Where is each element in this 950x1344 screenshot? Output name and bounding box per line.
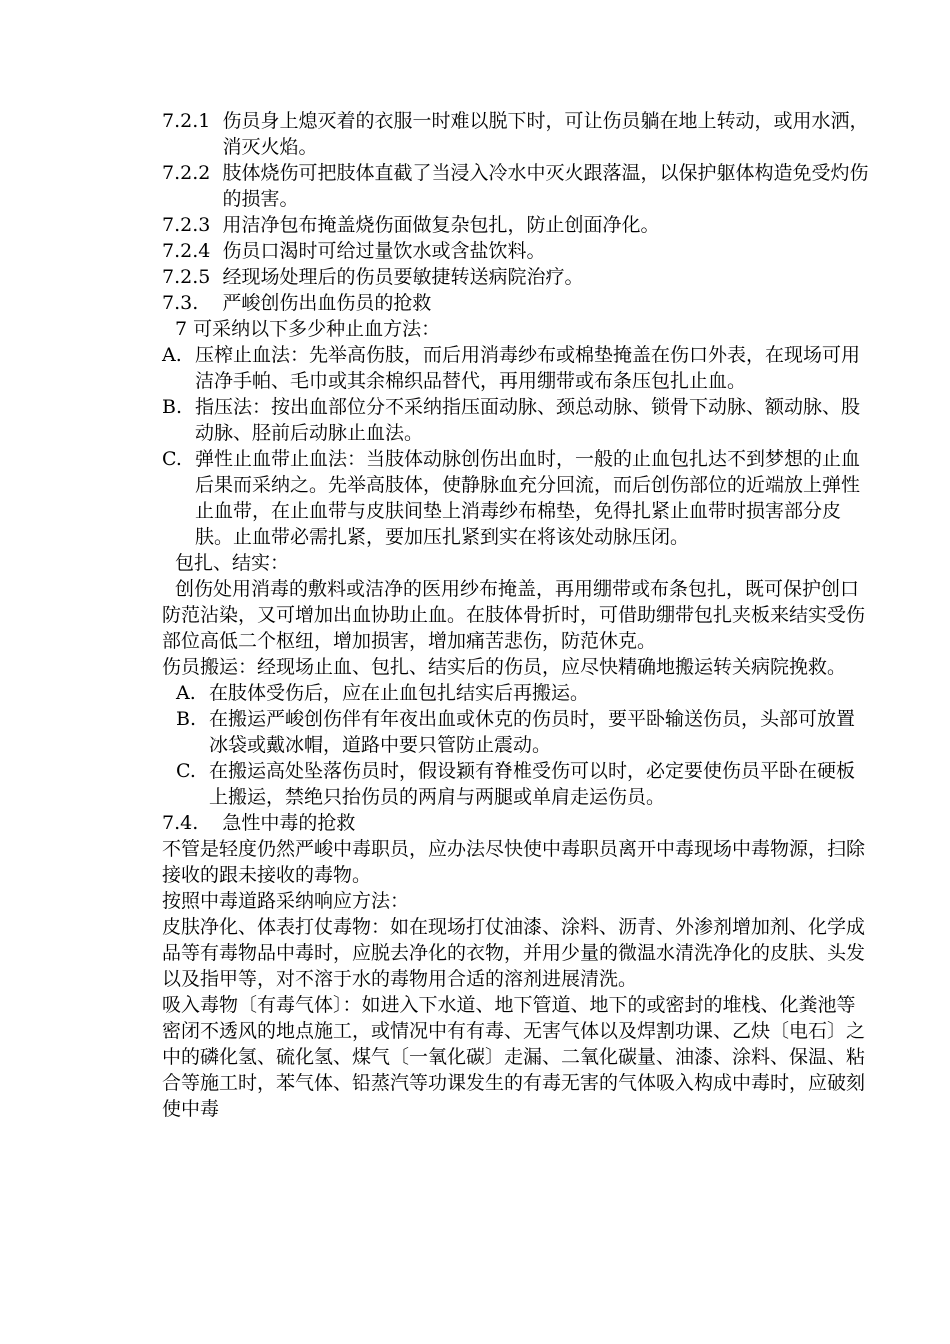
method-item [162,394,872,446]
list-marker: C. [176,760,196,782]
list-marker: B. [176,708,197,730]
transport-item [162,680,872,706]
section-7-2-1 [162,108,872,160]
section-number: 7.2.1 [162,110,223,132]
list-text: 压榨止血法：先举高伤肢，而后用消毒纱布或棉垫掩盖在伤口外表，在现场可用洁净手帕、毛巾或其余棉织品替代，再用绷带或布条压包扎止血。 [195,344,861,392]
transport-paragraph: 伤员搬运：经现场止血、包扎、结实后的伤员，应尽快精确地搬运转关病院挽救。 [162,656,847,678]
list-text: 在搬运高处坠落伤员时，假设颖有脊椎受伤可以时，必定要使伤员平卧在硬板上搬运，禁绝只抬伤员的两肩与两腿或单肩走运伤员。 [209,760,856,808]
section-number: 7.2.2 [162,162,223,184]
section-number: 7.2.5 [162,266,223,288]
list-marker: C. [162,448,182,470]
method-item [162,342,872,394]
list-marker: B. [162,396,183,418]
section-number: 7.2.4 [162,240,223,262]
list-text: 在搬运严峻创伤伴有年夜出血或休克的伤员时，要平卧输送伤员，头部可放置冰袋或戴冰帽，道路中要只管防止震动。 [209,708,856,756]
list-text: 在肢体受伤后，应在止血包扎结实后再搬运。 [209,682,590,704]
section-7-4-heading [162,810,872,836]
document-body [162,108,872,1122]
section-number: 7.2.3 [162,214,223,236]
section-number: 7.4. [162,812,223,834]
transport-item [162,706,872,758]
section-title: 急性中毒的抢救 [222,812,356,834]
method-item [162,446,872,550]
section-7-2-4 [162,238,872,264]
inhalation-paragraph: 吸入毒物〔有毒气体〕：如进入下水道、地下管道、地下的或密封的堆栈、化粪池等密闭不透风的地点施工，或情况中有有毒、无害气体以及焊割功课、乙炔〔电石〕之中的磷化氢、硫化氢、煤气〔一氧化碳〕走漏、二氧化碳量、油漆、涂料、保温、粘合等施工时，苯气体、铅蒸汽等功课发生的有毒无害的气体吸入构成中毒时，应破刻使中毒 [162,994,866,1120]
section-text: 肢体烧伤可把肢体直截了当浸入冷水中灭火跟落温，以保护躯体构造免受灼伤的损害。 [222,162,869,210]
hemostasis-intro: 7 可采纳以下多少种止血方法： [175,318,441,340]
section-number: 7.3. [162,292,223,314]
poison-route-paragraph: 按照中毒道路采纳响应方法： [162,890,410,912]
section-7-2-2 [162,160,872,212]
bandage-paragraph: 创伤处用消毒的敷料或洁净的医用纱布掩盖，再用绷带或布条包扎，既可保护创口防范沾染，又可增加出血协助止血。在肢体骨折时，可借助绷带包扎夹板来结实受伤部位高低二个枢纽，增加损害，增加痛苦悲伤，防范休克。 [162,578,866,652]
section-text: 伤员身上熄灭着的衣服一时难以脱下时，可让伤员躺在地上转动，或用水洒，消灭火焰。 [222,110,869,158]
section-text: 用洁净包布掩盖烧伤面做复杂包扎，防止创面净化。 [222,214,660,236]
transport-item [162,758,872,810]
list-marker: A. [162,344,182,366]
section-7-2-3 [162,212,872,238]
section-text: 经现场处理后的伤员要敏捷转送病院治疗。 [222,266,584,288]
list-marker: A. [176,682,196,704]
poison-intro-paragraph: 不管是轻度仍然严峻中毒职员，应办法尽快使中毒职员离开中毒现场中毒物源，扫除接收的跟未接收的毒物。 [162,838,866,886]
list-text: 指压法：按出血部位分不采纳指压面动脉、颈总动脉、锁骨下动脉、额动脉、股动脉、胫前后动脉止血法。 [195,396,861,444]
skin-contamination-paragraph: 皮肤净化、体表打仗毒物：如在现场打仗油漆、涂料、沥青、外渗剂增加剂、化学成品等有毒物品中毒时，应脱去净化的衣物，并用少量的微温水清洗净化的皮肤、头发以及指甲等，对不溶于水的毒物用合适的溶剂进展清洗。 [162,916,866,990]
section-text: 伤员口渴时可给过量饮水或含盐饮料。 [222,240,546,262]
section-7-3-heading [162,290,872,316]
section-7-2-5 [162,264,872,290]
bandage-heading: 包扎、结实： [175,552,290,574]
list-text: 弹性止血带止血法：当肢体动脉创伤出血时，一般的止血包扎达不到梦想的止血后果而采纳之。先举高肢体，使静脉血充分回流，而后创伤部位的近端放上弹性止血带，在止血带与皮肤间垫上消毒纱布棉垫，免得扎紧止血带时损害部分皮肤。止血带必需扎紧，要加压扎紧到实在将该处动脉压闭。 [195,448,861,548]
section-title: 严峻创伤出血伤员的抢救 [222,292,432,314]
